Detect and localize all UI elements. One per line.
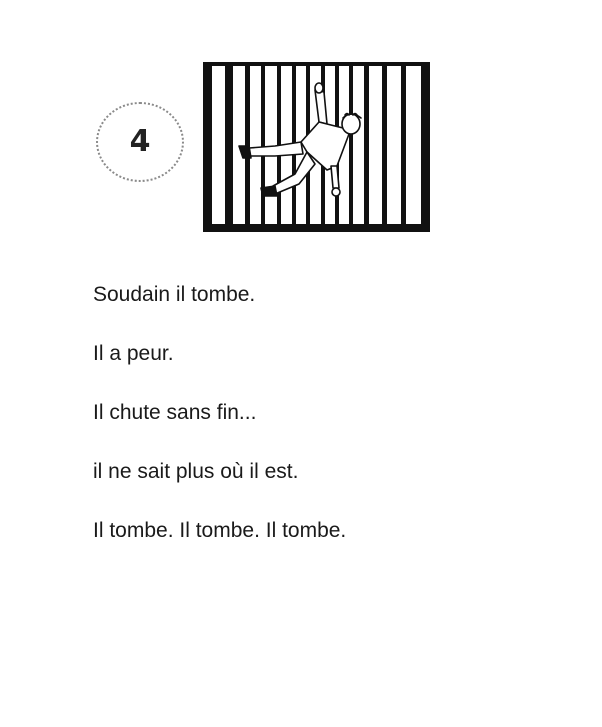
page-number: 4 (129, 124, 151, 159)
story-line-3: Il chute sans fin... (93, 401, 257, 424)
story-line-1: Soudain il tombe. (93, 283, 256, 306)
story-text (93, 282, 573, 577)
falling-man-illustration (203, 62, 430, 232)
page-number-badge (96, 102, 184, 182)
story-line-4: il ne sait plus où il est. (93, 460, 299, 483)
story-line-2: Il a peur. (93, 342, 174, 365)
story-line-5: Il tombe. Il tombe. Il tombe. (93, 519, 347, 542)
